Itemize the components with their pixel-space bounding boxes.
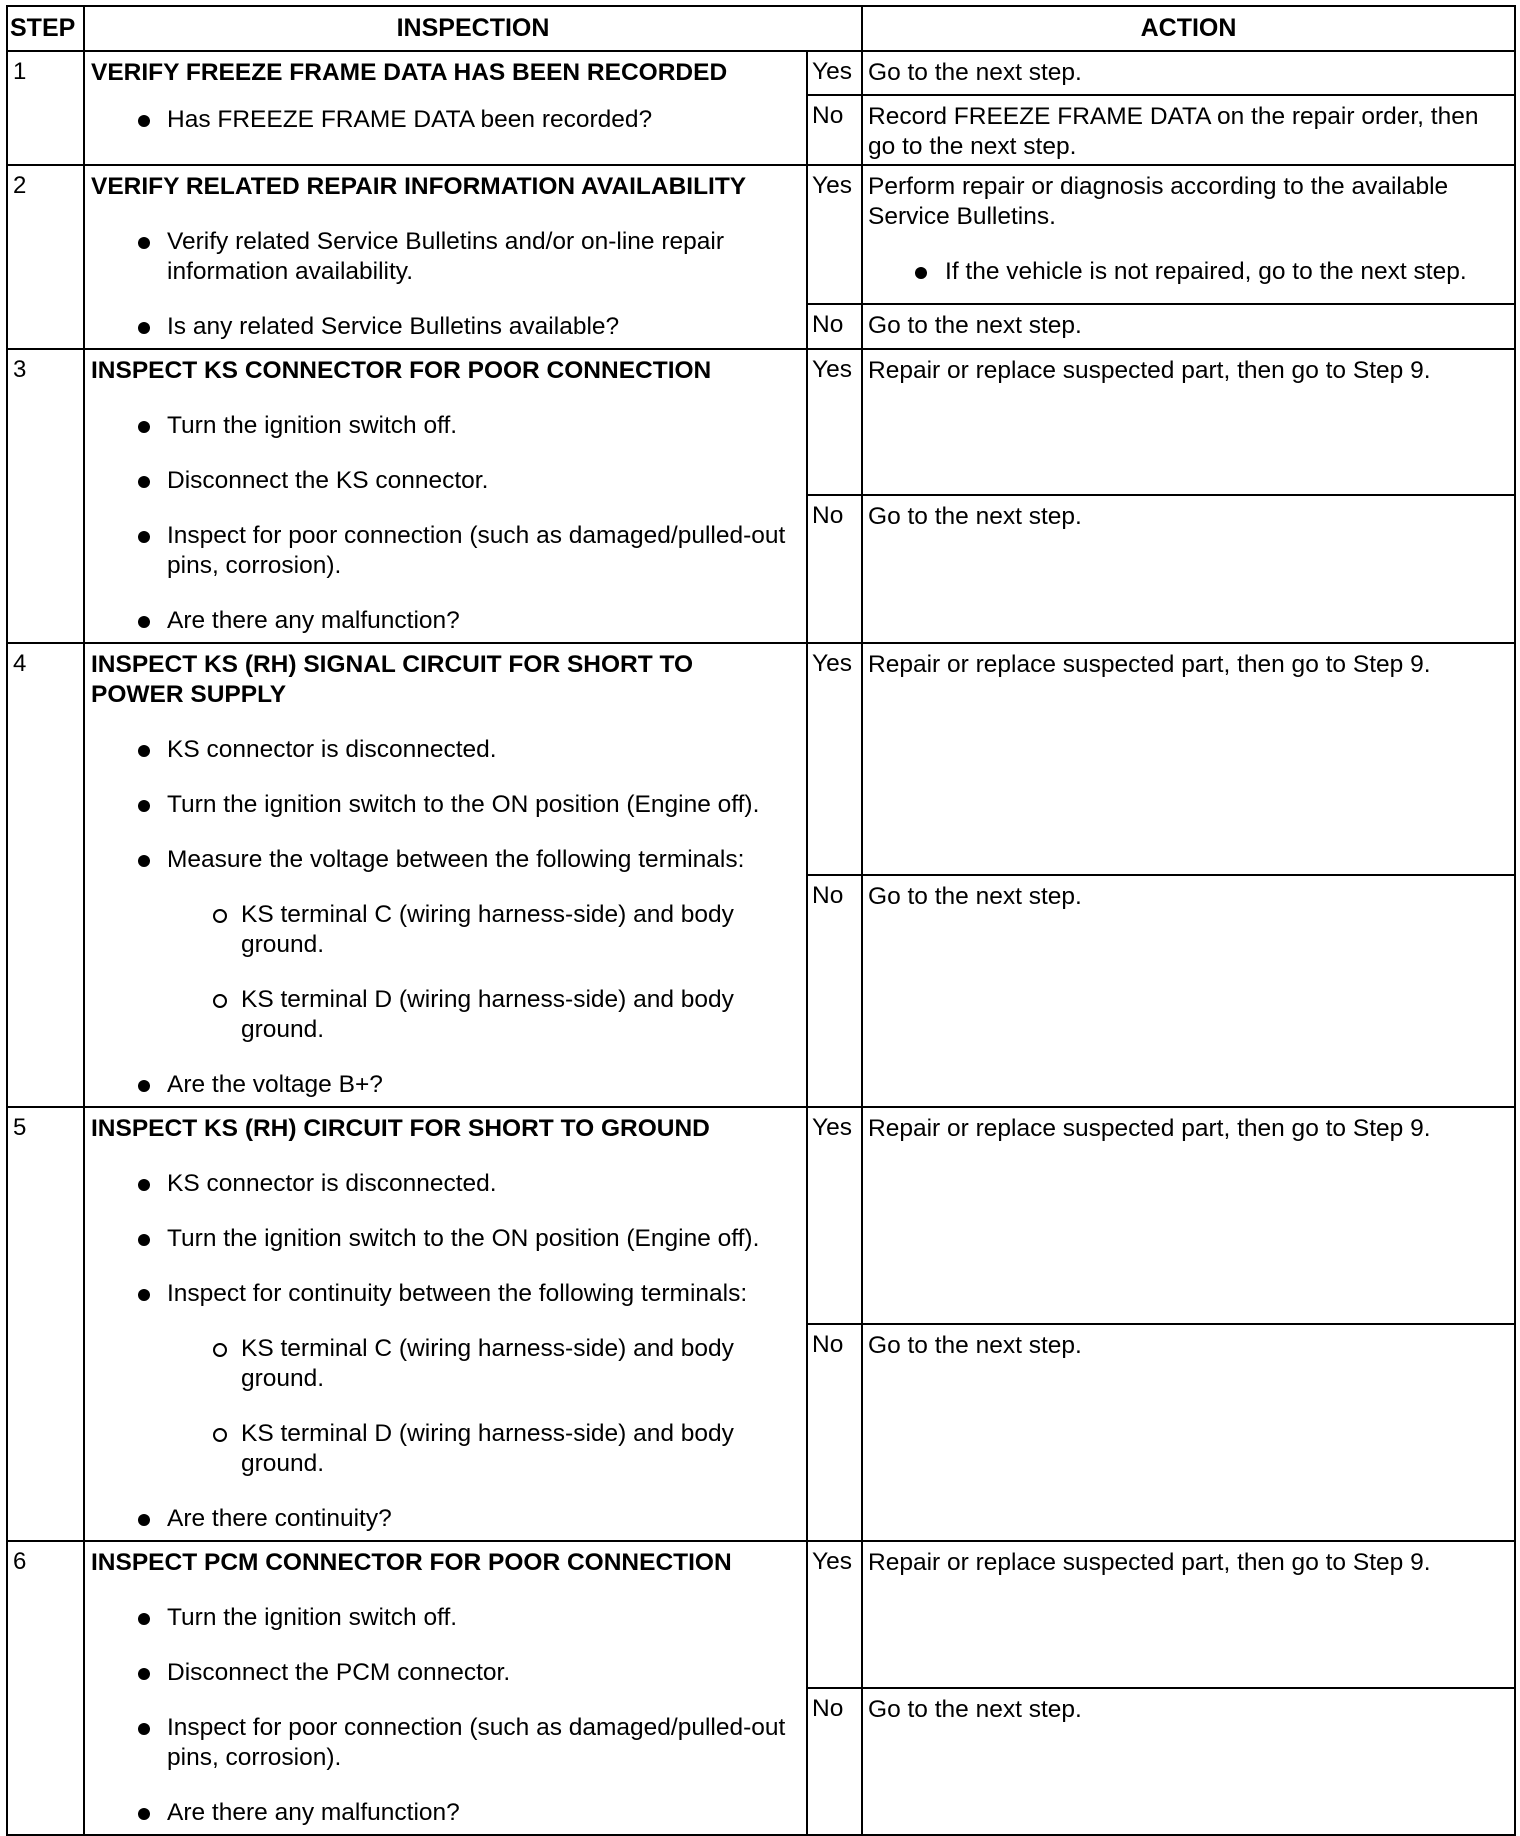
no-action: Go to the next step. <box>862 495 1515 643</box>
no-action: Go to the next step. <box>862 304 1515 349</box>
yes-label: Yes <box>807 1541 862 1688</box>
bullet-item: Turn the ignition switch off. <box>91 1603 788 1633</box>
step-number: 1 <box>7 51 84 165</box>
bullet-item: Are there any malfunction? <box>91 1798 788 1828</box>
sub-bullet-item: KS terminal D (wiring harness-side) and body ground. <box>91 985 788 1045</box>
step-title: INSPECT KS (RH) CIRCUIT FOR SHORT TO GROUND <box>91 1115 710 1142</box>
yes-action: Repair or replace suspected part, then go to Step 9. <box>862 1541 1515 1688</box>
step-number: 5 <box>7 1107 84 1541</box>
bullet-item: Are there any malfunction? <box>91 606 788 636</box>
yes-action-cell <box>862 165 1515 304</box>
bullet-item: Disconnect the PCM connector. <box>91 1658 788 1688</box>
step-column-header: STEP <box>7 6 84 51</box>
yes-action: Perform repair or diagnosis according to the available Service Bulletins. <box>868 173 1449 230</box>
step-number: 6 <box>7 1541 84 1835</box>
bullet-item: Has FREEZE FRAME DATA been recorded? <box>91 105 788 135</box>
step-title: INSPECT PCM CONNECTOR FOR POOR CONNECTION <box>91 1549 732 1576</box>
no-label: No <box>807 1324 862 1541</box>
step-4-yes-row <box>7 643 1515 875</box>
step-3-inspection <box>84 349 807 643</box>
no-label: No <box>807 304 862 349</box>
yes-label: Yes <box>807 1107 862 1324</box>
step-number: 4 <box>7 643 84 1107</box>
bullet-item: Are there continuity? <box>91 1504 788 1534</box>
bullet-item: Disconnect the KS connector. <box>91 466 788 496</box>
yes-label: Yes <box>807 165 862 304</box>
step-number: 3 <box>7 349 84 643</box>
step-4-inspection <box>84 643 807 1107</box>
yes-action: Repair or replace suspected part, then go to Step 9. <box>862 643 1515 875</box>
yes-action: Repair or replace suspected part, then go to Step 9. <box>862 1107 1515 1324</box>
bullet-item: KS connector is disconnected. <box>91 1169 788 1199</box>
bullet-item: Turn the ignition switch to the ON position (Engine off). <box>91 790 788 820</box>
step-1-inspection <box>84 51 807 165</box>
sub-bullet-item: KS terminal D (wiring harness-side) and body ground. <box>91 1419 788 1479</box>
inspection-column-header: INSPECTION <box>84 6 862 51</box>
sub-bullet-item: KS terminal C (wiring harness-side) and body ground. <box>91 900 788 960</box>
step-title: VERIFY RELATED REPAIR INFORMATION AVAILABILITY <box>91 173 747 200</box>
step-number: 2 <box>7 165 84 349</box>
no-action: Go to the next step. <box>862 1688 1515 1835</box>
bullet-item: Measure the voltage between the following terminals: <box>91 845 788 875</box>
yes-action-bullet: If the vehicle is not repaired, go to the next step. <box>868 257 1504 287</box>
yes-label: Yes <box>807 349 862 495</box>
step-2-yes-row <box>7 165 1515 304</box>
bullet-item: Inspect for poor connection (such as damaged/pulled-out pins, corrosion). <box>91 521 788 581</box>
no-label: No <box>807 875 862 1107</box>
diagnostic-procedure-document <box>6 5 1514 1836</box>
yes-label: Yes <box>807 51 862 95</box>
bullet-item: Inspect for poor connection (such as damaged/pulled-out pins, corrosion). <box>91 1713 788 1773</box>
header-row <box>7 6 1515 51</box>
bullet-item: Turn the ignition switch to the ON position (Engine off). <box>91 1224 788 1254</box>
step-2-inspection <box>84 165 807 349</box>
bullet-item: Inspect for continuity between the following terminals: <box>91 1279 788 1309</box>
action-column-header: ACTION <box>862 6 1515 51</box>
no-action: Go to the next step. <box>862 875 1515 1107</box>
inspection-table <box>6 5 1516 1836</box>
bullet-item: KS connector is disconnected. <box>91 735 788 765</box>
step-3-yes-row <box>7 349 1515 495</box>
bullet-item: Is any related Service Bulletins available? <box>91 312 788 342</box>
no-action: Record FREEZE FRAME DATA on the repair order, then go to the next step. <box>862 95 1515 165</box>
step-6-inspection <box>84 1541 807 1835</box>
yes-action: Repair or replace suspected part, then go to Step 9. <box>862 349 1515 495</box>
no-action: Go to the next step. <box>862 1324 1515 1541</box>
yes-action: Go to the next step. <box>862 51 1515 95</box>
step-title: VERIFY FREEZE FRAME DATA HAS BEEN RECORDED <box>91 59 728 86</box>
bullet-item: Verify related Service Bulletins and/or on-line repair information availability. <box>91 227 788 287</box>
step-5-inspection <box>84 1107 807 1541</box>
step-1-yes-row <box>7 51 1515 95</box>
bullet-item: Turn the ignition switch off. <box>91 411 788 441</box>
bullet-item: Are the voltage B+? <box>91 1070 788 1100</box>
no-label: No <box>807 95 862 165</box>
step-5-yes-row <box>7 1107 1515 1324</box>
sub-bullet-item: KS terminal C (wiring harness-side) and body ground. <box>91 1334 788 1394</box>
no-label: No <box>807 1688 862 1835</box>
yes-label: Yes <box>807 643 862 875</box>
step-6-yes-row <box>7 1541 1515 1688</box>
no-label: No <box>807 495 862 643</box>
step-title: INSPECT KS (RH) SIGNAL CIRCUIT FOR SHORT TO POWER SUPPLY <box>91 651 694 708</box>
step-title: INSPECT KS CONNECTOR FOR POOR CONNECTION <box>91 357 712 384</box>
